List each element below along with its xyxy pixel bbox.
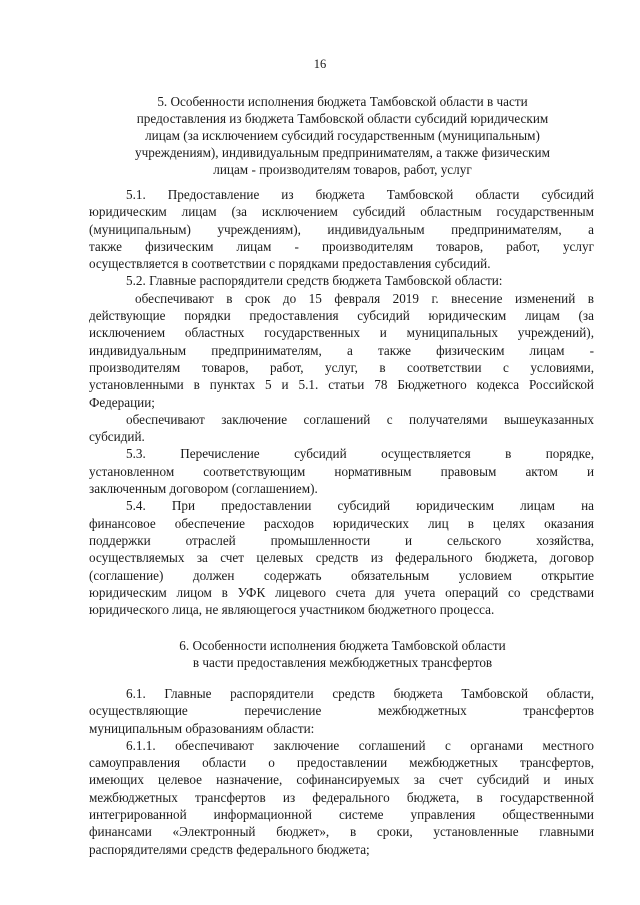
text-line: муниципальным образованиям области: (89, 720, 315, 736)
text-line: имеющих целевое назначение, софинансируемых за счет субсидий и иных (89, 772, 594, 788)
paragraph-5-1: 5.1. Предоставление из бюджета Тамбовской области субсидий (126, 187, 594, 202)
text-line: заключенным договором (соглашением). (89, 481, 318, 497)
heading-line: лицам (за исключением субсидий государственным (муниципальным) (145, 128, 540, 143)
heading-line: лицам - производителям товаров, работ, услуг (213, 162, 472, 177)
text-line: Федерации; (89, 394, 155, 410)
section-6-body (89, 685, 594, 858)
heading-line: 5. Особенности исполнения бюджета Тамбовской области в части (157, 94, 528, 109)
paragraph-6-1: 6.1. Главные распорядители средств бюджета Тамбовской области, (126, 686, 594, 701)
paragraph-5-2: 5.2. Главные распорядители средств бюджета Тамбовской области: (126, 273, 503, 289)
text-line: установленными в пунктах 5 и 5.1. статьи 78 Бюджетного кодекса Российской (89, 377, 594, 393)
text-line: осуществляемых за счет целевых средств из федерального бюджета, договор (89, 550, 594, 566)
text-line: субсидий. (89, 429, 145, 445)
text-line: (муниципальным) учреждениям), индивидуальным предпринимателям, а (89, 221, 594, 237)
text-line: индивидуальным предпринимателям, а также физическим лицам - (89, 342, 594, 358)
text-line: осуществляется в соответствии с порядками предоставления субсидий. (89, 256, 491, 272)
text-line: межбюджетных трансфертов из федерального бюджета, в государственной (89, 789, 594, 805)
text-line: осуществляющие перечисление межбюджетных трансфертов (89, 703, 594, 719)
text-line: установленном соответствующим нормативным правовым актом и (89, 463, 594, 479)
paragraph-6-1-1: 6.1.1. обеспечивают заключение соглашений с органами местного (126, 737, 594, 753)
text-line: действующие порядки предоставления субсидий юридическим лицам (за (89, 308, 594, 324)
text-line: юридического лица, не являющегося участником бюджетного процесса. (89, 602, 495, 618)
text-line: исключением областных государственных и муниципальных учреждений), (89, 325, 594, 341)
text-line: финансовое обеспечение расходов юридических лиц в целях оказания (89, 515, 594, 531)
text-line: финансами «Электронный бюджет», в сроки, установленные главными (89, 824, 594, 840)
section-6-heading (90, 637, 595, 671)
paragraph-5-4: 5.4. При предоставлении субсидий юридическим лицам на (126, 498, 594, 514)
heading-line: учреждениям), индивидуальным предпринимателям, а также физическим (135, 145, 550, 160)
heading-line: 6. Особенности исполнения бюджета Тамбовской области (179, 638, 506, 653)
text-line: самоуправления области о предоставлении межбюджетных трансфертов, (89, 755, 594, 771)
page-number: 16 (313, 57, 327, 71)
text-line: обеспечивают заключение соглашений с получателями вышеуказанных (126, 411, 594, 427)
text-line: распорядителями средств федерального бюджета; (89, 841, 370, 857)
section-5-body (89, 186, 594, 618)
section-5-heading (90, 93, 595, 178)
heading-line: в части предоставления межбюджетных трансфертов (192, 655, 493, 670)
paragraph-5-3: 5.3. Перечисление субсидий осуществляется в порядке, (126, 446, 594, 462)
text-line: юридическим лицом в УФК лицевого счета для учета операций со средствами (89, 584, 594, 600)
text-line: интегрированной информационной системе управления общественными (89, 807, 594, 823)
text-line: юридическим лицам (за исключением субсидий областным государственным (89, 204, 594, 220)
text-line: производителям товаров, работ, услуг, в соответствии с условиями, (89, 359, 594, 375)
text-line: (соглашение) должен содержать обязательным условием открытие (89, 567, 594, 583)
heading-line: предоставления из бюджета Тамбовской области субсидий юридическим (136, 111, 549, 126)
text-line: поддержки отраслей промышленности и сельского хозяйства, (89, 532, 594, 548)
text-line: также физическим лицам - производителям товаров, работ, услуг (89, 238, 594, 254)
text-line: обеспечивают в срок до 15 февраля 2019 г. внесение изменений в (135, 290, 594, 306)
